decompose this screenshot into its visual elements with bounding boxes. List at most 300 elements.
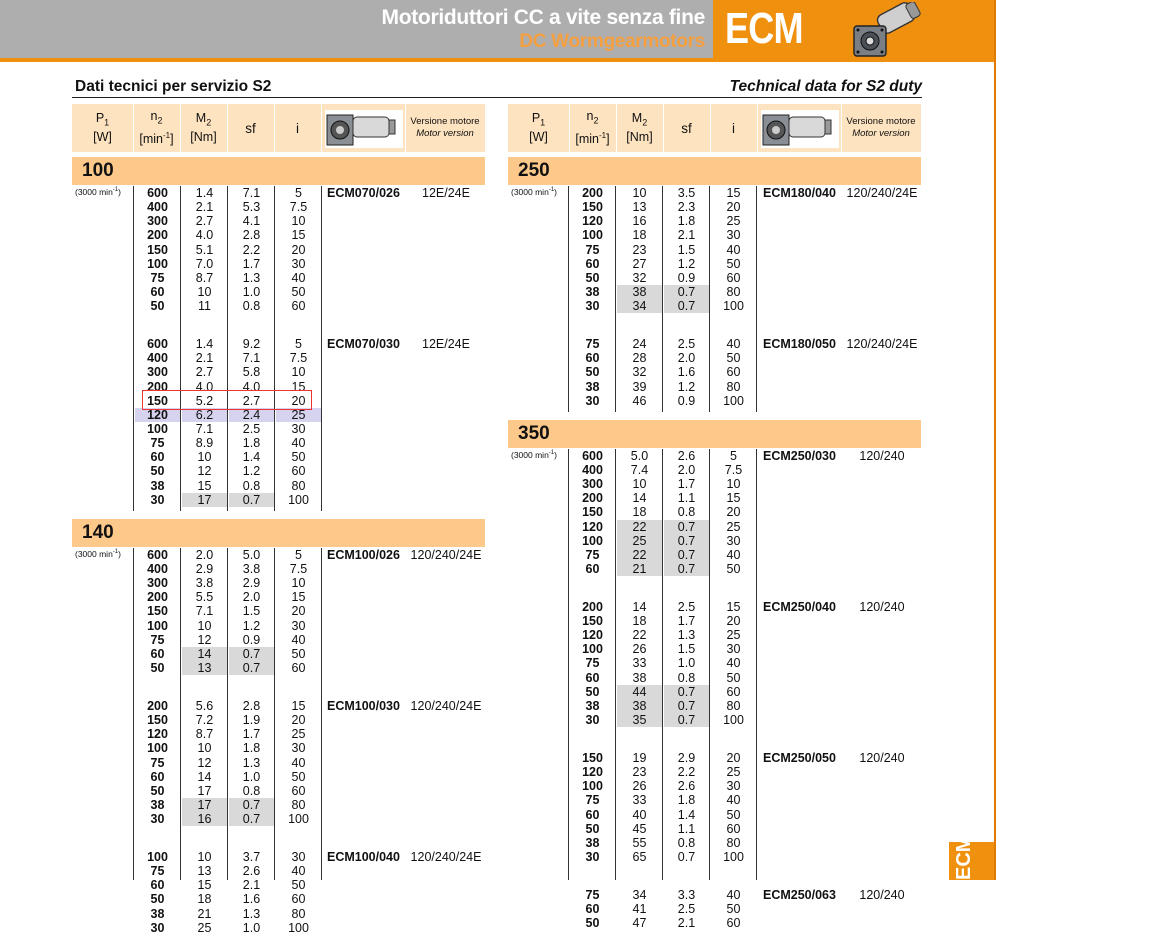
table-cell-i: 15 — [291, 590, 306, 605]
motor-version: 120/240/24E — [410, 698, 482, 713]
table-cell-m2: 17 — [197, 783, 212, 798]
table-cell-i: 5 — [295, 337, 302, 352]
header-title-english: DC Wormgearmotors — [519, 31, 705, 52]
table-cell-i: 15 — [291, 379, 306, 394]
table-cell-m2: 1.4 — [195, 186, 214, 200]
table-cell-i: 20 — [291, 242, 306, 257]
table-cell-sf: 2.9 — [242, 576, 261, 591]
table-cell-m2: 28 — [632, 351, 647, 366]
speed-label: (3000 $\min^{-1}$) — [511, 187, 557, 197]
column-header-img — [757, 104, 841, 152]
table-cell-m2: 14 — [182, 647, 227, 661]
table-cell-n2: 600 — [582, 448, 603, 463]
table-cell-i: 40 — [726, 547, 741, 562]
table-cell-sf: 1.7 — [242, 727, 261, 742]
col-m2-subscript: 2 — [642, 117, 648, 128]
column-header-i: i — [296, 120, 299, 136]
table-cell-sf: 2.2 — [677, 765, 696, 780]
table-cell-m2: 1.4 — [195, 337, 214, 352]
motor-version: 120/240 — [859, 448, 905, 463]
column-header-separator — [321, 104, 322, 152]
table-cell-n2: 38 — [585, 285, 600, 300]
column-header-separator — [841, 104, 842, 152]
table-cell-m2: 17 — [182, 798, 227, 812]
table-cell-m2: 8.9 — [195, 436, 214, 451]
table-cell-m2: 33 — [632, 793, 647, 808]
table-cell-i: 20 — [726, 505, 741, 520]
table-cell-n2: 38 — [150, 478, 165, 493]
table-cell-i: 60 — [726, 270, 741, 285]
table-cell-i: 5 — [295, 186, 302, 200]
table-cell-n2: 60 — [150, 646, 165, 661]
table-cell-n2: 50 — [585, 821, 600, 836]
table-cell-n2: 200 — [582, 491, 603, 506]
table-cell-m2: 41 — [632, 901, 647, 916]
table-cell-n2: 600 — [147, 337, 168, 352]
table-cell-i: 15 — [726, 491, 741, 506]
column-divider — [321, 186, 322, 511]
table-cell-i: 10 — [291, 365, 306, 380]
table-cell-i: 20 — [726, 614, 741, 628]
table-cell-i: 25 — [726, 628, 741, 643]
table-cell-i: 40 — [726, 793, 741, 808]
col-p1-symbol: P — [531, 110, 541, 125]
table-cell-n2: 300 — [147, 214, 168, 229]
table-cell-sf: 0.7 — [664, 285, 709, 299]
table-cell-sf: 0.7 — [664, 713, 709, 727]
table-cell-sf: 1.7 — [677, 614, 696, 628]
table-cell-i: 50 — [291, 878, 306, 893]
table-cell-n2: 38 — [150, 797, 165, 812]
table-cell-i: 40 — [291, 864, 306, 879]
table-cell-m2: 27 — [632, 256, 647, 271]
table-cell-n2: 50 — [150, 661, 165, 676]
motor-version: 12E/24E — [422, 186, 470, 200]
table-cell-n2: 100 — [147, 421, 168, 436]
table-cell-sf: 1.5 — [677, 242, 696, 257]
table-cell-i: 5 — [295, 547, 302, 562]
speed-label: (3000 $\min^{-1}$) — [75, 548, 121, 559]
table-cell-m2: 22 — [617, 520, 662, 534]
column-header-separator — [757, 104, 758, 152]
table-cell-sf: 2.7 — [242, 393, 261, 408]
table-cell-m2: 10 — [197, 741, 212, 756]
table-cell-sf: 9.2 — [242, 337, 261, 352]
table-cell-m2: 18 — [632, 228, 647, 243]
column-header-separator — [710, 104, 711, 152]
table-cell-i: 25 — [291, 727, 306, 742]
table-cell-i: 15 — [291, 698, 306, 713]
table-cell-sf: 1.5 — [242, 604, 261, 619]
table-cell-i: 40 — [726, 887, 741, 902]
table-cell-m2: 14 — [632, 599, 647, 614]
column-header-separator — [616, 104, 617, 152]
table-cell-n2: 300 — [147, 576, 168, 591]
table-cell-sf: 3.5 — [677, 186, 696, 200]
table-cell-n2: 75 — [585, 656, 600, 671]
table-cell-m2: 7.1 — [195, 604, 214, 619]
column-divider — [180, 186, 181, 511]
table-cell-i: 60 — [291, 892, 306, 907]
model-code: ECM250/030 — [763, 448, 836, 463]
table-cell-sf: 2.3 — [677, 200, 696, 215]
table-cell-sf: 0.7 — [664, 548, 709, 562]
column-divider — [615, 449, 616, 880]
column-divider — [709, 186, 710, 412]
wormgear-motor-icon — [323, 107, 403, 149]
table-cell-i: 60 — [291, 661, 306, 676]
table-cell-n2: 150 — [582, 614, 603, 628]
table-cell-m2: 12 — [197, 632, 212, 647]
motor-version: 120/240/24E — [846, 337, 918, 352]
table-cell-i: 20 — [291, 713, 306, 728]
table-cell-n2: 38 — [150, 906, 165, 921]
table-cell-n2: 100 — [582, 228, 603, 243]
table-cell-i: 100 — [288, 920, 309, 935]
table-cell-m2: 7.0 — [195, 256, 214, 271]
table-cell-n2: 200 — [147, 379, 168, 394]
table-cell-n2: 75 — [585, 887, 600, 902]
table-cell-m2: 3.8 — [195, 576, 214, 591]
table-cell-sf: 1.0 — [242, 769, 261, 784]
table-cell-m2: 13 — [197, 864, 212, 879]
table-cell-i: 60 — [726, 365, 741, 380]
table-cell-sf: 1.2 — [242, 464, 261, 479]
table-cell-n2: 300 — [582, 477, 603, 492]
table-cell-i: 60 — [726, 821, 741, 836]
table-cell-i: 30 — [726, 779, 741, 794]
col-m2-symbol: M — [195, 110, 207, 125]
table-cell-sf: 1.2 — [242, 618, 261, 633]
table-cell-i: 30 — [726, 228, 741, 243]
table-cell-sf: 2.0 — [677, 462, 696, 477]
table-cell-i: 100 — [288, 492, 309, 507]
table-cell-i: 5 — [730, 448, 737, 463]
table-cell-sf: 1.3 — [242, 755, 261, 770]
table-cell-n2: 120 — [135, 408, 180, 422]
table-cell-sf: 2.6 — [677, 448, 696, 463]
table-cell-sf: 0.7 — [664, 699, 709, 713]
table-cell-m2: 10 — [197, 618, 212, 633]
column-header-n2 — [569, 104, 616, 152]
table-cell-m2: 34 — [617, 299, 662, 313]
table-cell-i: 30 — [726, 642, 741, 657]
table-cell-sf: 1.7 — [677, 477, 696, 492]
table-cell-m2: 5.2 — [195, 393, 214, 408]
table-cell-sf: 2.1 — [677, 228, 696, 243]
table-cell-sf: 0.9 — [242, 632, 261, 647]
table-cell-sf: 0.9 — [677, 270, 696, 285]
table-cell-m2: 16 — [632, 214, 647, 229]
table-cell-sf: 1.6 — [677, 365, 696, 380]
table-cell-i: 100 — [723, 713, 744, 728]
table-cell-m2: 25 — [617, 534, 662, 548]
table-cell-i: 60 — [726, 684, 741, 699]
table-cell-sf: 1.5 — [677, 642, 696, 657]
table-cell-m2: 2.1 — [195, 200, 214, 215]
table-cell-sf: 0.7 — [664, 685, 709, 699]
table-cell-sf: 4.0 — [242, 379, 261, 394]
table-cell-i: 80 — [291, 906, 306, 921]
table-cell-n2: 75 — [585, 547, 600, 562]
table-cell-m2: 38 — [632, 670, 647, 685]
column-divider — [133, 548, 134, 880]
table-cell-sf: 2.1 — [677, 916, 696, 931]
table-cell-n2: 100 — [147, 256, 168, 271]
table-cell-i: 30 — [291, 849, 306, 864]
table-cell-sf: 1.1 — [677, 491, 696, 506]
speed-label: (3000 $\min^{-1}$) — [511, 449, 557, 460]
table-cell-i: 80 — [726, 285, 741, 300]
table-cell-n2: 75 — [150, 864, 165, 879]
table-cell-sf: 5.0 — [242, 547, 261, 562]
table-cell-m2: 33 — [632, 656, 647, 671]
table-cell-m2: 10 — [632, 477, 647, 492]
table-cell-n2: 60 — [150, 450, 165, 465]
model-code: ECM070/030 — [327, 337, 400, 352]
table-cell-m2: 7.4 — [630, 462, 649, 477]
table-cell-i: 100 — [723, 849, 744, 864]
table-cell-n2: 120 — [582, 765, 603, 780]
table-cell-sf: 0.7 — [229, 661, 274, 675]
table-cell-n2: 400 — [147, 351, 168, 366]
table-cell-i: 80 — [291, 478, 306, 493]
table-cell-m2: 14 — [632, 491, 647, 506]
col-p1-unit: [W] — [93, 130, 112, 145]
table-cell-m2: 55 — [632, 835, 647, 850]
table-cell-n2: 30 — [150, 812, 165, 827]
table-cell-sf: 5.3 — [242, 200, 261, 215]
motor-version: 120/240 — [859, 887, 905, 902]
column-header-separator — [274, 104, 275, 152]
table-cell-n2: 75 — [150, 755, 165, 770]
table-cell-sf: 1.8 — [242, 436, 261, 451]
table-cell-n2: 100 — [147, 741, 168, 756]
column-divider — [274, 186, 275, 511]
table-cell-m2: 14 — [197, 769, 212, 784]
col-n2-symbol: n — [150, 108, 158, 123]
header-title-italian: Motoriduttori CC a vite senza fine — [381, 6, 705, 29]
table-cell-m2: 8.7 — [195, 270, 214, 285]
column-header-n2 — [133, 104, 180, 152]
table-cell-n2: 75 — [150, 270, 165, 285]
table-cell-m2: 16 — [182, 812, 227, 826]
table-cell-sf: 0.8 — [677, 505, 696, 520]
table-cell-i: 40 — [726, 656, 741, 671]
table-cell-sf: 2.5 — [677, 337, 696, 352]
table-cell-n2: 50 — [585, 270, 600, 285]
table-cell-m2: 4.0 — [195, 228, 214, 243]
col-n2-unit: $[\min^{-1}]$ — [575, 131, 610, 147]
column-divider — [180, 548, 181, 880]
col-n2-subscript: 2 — [157, 115, 163, 126]
table-cell-i: 100 — [288, 812, 309, 827]
motor-version: 120/240 — [859, 750, 905, 765]
column-header-separator — [405, 104, 406, 152]
table-cell-m2: 18 — [632, 505, 647, 520]
table-cell-m2: 10 — [197, 849, 212, 864]
table-cell-n2: 600 — [147, 186, 168, 200]
table-cell-n2: 150 — [582, 505, 603, 520]
table-cell-m2: 24 — [632, 337, 647, 352]
table-cell-m2: 6.2 — [182, 408, 227, 422]
table-cell-n2: 50 — [585, 365, 600, 380]
table-cell-m2: 65 — [632, 849, 647, 864]
header-product-code: ECM — [725, 4, 803, 53]
power-band: 100 — [72, 157, 485, 185]
table-cell-n2: 75 — [585, 242, 600, 257]
col-p1-symbol: P — [95, 110, 105, 125]
model-code: ECM250/050 — [763, 750, 836, 765]
table-cell-sf: 1.4 — [677, 807, 696, 822]
table-cell-i: 80 — [726, 835, 741, 850]
table-cell-i: 40 — [291, 632, 306, 647]
col-version-english: Motor version — [416, 128, 474, 139]
table-cell-n2: 30 — [585, 393, 600, 408]
table-cell-m2: 13 — [632, 200, 647, 215]
table-cell-n2: 60 — [585, 807, 600, 822]
column-divider — [756, 186, 757, 412]
table-cell-sf: 1.8 — [677, 214, 696, 229]
table-cell-n2: 75 — [585, 337, 600, 352]
table-cell-m2: 34 — [632, 887, 647, 902]
column-header-row — [72, 104, 485, 152]
table-cell-sf: 0.8 — [242, 478, 261, 493]
table-cell-n2: 60 — [585, 562, 600, 576]
table-cell-sf: 0.8 — [242, 783, 261, 798]
col-n2-subscript: 2 — [593, 115, 599, 126]
table-cell-sf: 0.7 — [229, 493, 274, 507]
table-cell-i: 10 — [291, 214, 306, 229]
column-divider — [227, 186, 228, 511]
table-cell-m2: 11 — [198, 299, 211, 314]
table-cell-n2: 50 — [585, 916, 600, 931]
model-code: ECM100/026 — [327, 547, 400, 562]
table-cell-n2: 150 — [582, 200, 603, 215]
table-cell-n2: 600 — [147, 547, 168, 562]
table-cell-i: 15 — [726, 186, 741, 200]
table-cell-m2: 5.0 — [630, 448, 649, 463]
model-code: ECM250/063 — [763, 887, 836, 902]
table-cell-i: 60 — [291, 299, 306, 314]
table-cell-m2: 5.6 — [195, 698, 214, 713]
table-cell-n2: 200 — [147, 590, 168, 605]
table-cell-m2: 22 — [617, 548, 662, 562]
table-cell-n2: 100 — [147, 849, 168, 864]
table-cell-sf: 2.5 — [242, 421, 261, 436]
table-cell-n2: 75 — [150, 632, 165, 647]
table-cell-m2: 5.5 — [195, 590, 214, 605]
table-cell-sf: 3.3 — [677, 887, 696, 902]
table-cell-n2: 150 — [147, 242, 168, 257]
table-cell-n2: 60 — [150, 878, 165, 893]
table-cell-sf: 1.3 — [677, 628, 696, 643]
table-cell-m2: 44 — [617, 685, 662, 699]
table-cell-m2: 26 — [632, 779, 647, 794]
table-cell-i: 50 — [726, 807, 741, 822]
column-divider — [756, 449, 757, 880]
table-cell-sf: 3.8 — [242, 562, 261, 576]
col-m2-subscript: 2 — [206, 117, 212, 128]
table-cell-sf: 1.0 — [242, 920, 261, 935]
column-header-sf: sf — [681, 120, 692, 136]
table-cell-i: 60 — [726, 916, 741, 931]
table-cell-sf: 0.8 — [677, 835, 696, 850]
table-cell-i: 20 — [726, 200, 741, 215]
table-cell-sf: 7.1 — [242, 351, 261, 366]
table-cell-n2: 38 — [585, 698, 600, 713]
table-cell-n2: 50 — [150, 783, 165, 798]
col-version-italian: Versione motore — [846, 116, 916, 127]
table-cell-sf: 2.0 — [677, 351, 696, 366]
table-cell-n2: 50 — [150, 299, 165, 314]
column-header-separator — [227, 104, 228, 152]
table-cell-n2: 75 — [150, 436, 165, 451]
table-cell-sf: 1.2 — [677, 256, 696, 271]
selection-highlight-box[interactable] — [142, 390, 312, 410]
table-cell-m2: 23 — [632, 765, 647, 780]
column-header-separator — [180, 104, 181, 152]
table-cell-n2: 120 — [582, 519, 603, 534]
table-cell-m2: 32 — [632, 365, 647, 380]
table-cell-sf: 1.8 — [677, 793, 696, 808]
table-cell-n2: 60 — [150, 285, 165, 300]
table-cell-i: 40 — [291, 755, 306, 770]
table-cell-sf: 1.7 — [242, 256, 261, 271]
column-header-separator — [133, 104, 134, 152]
table-cell-m2: 18 — [632, 614, 647, 628]
table-cell-i: 50 — [291, 646, 306, 661]
table-cell-sf: 2.5 — [677, 901, 696, 916]
table-cell-sf: 2.9 — [677, 750, 696, 765]
table-cell-sf: 0.7 — [229, 812, 274, 826]
motor-version: 120/240 — [859, 599, 905, 614]
table-cell-m2: 40 — [632, 807, 647, 822]
table-cell-i: 20 — [726, 750, 741, 765]
col-p1-subscript: 1 — [540, 117, 546, 128]
table-cell-sf: 0.7 — [229, 647, 274, 661]
table-cell-n2: 400 — [582, 462, 603, 477]
section-title-italian: Dati tecnici per servizio S2 — [75, 78, 272, 95]
table-cell-i: 80 — [291, 797, 306, 812]
column-header-i: i — [732, 120, 735, 136]
column-header-separator — [569, 104, 570, 152]
table-cell-i: 30 — [291, 421, 306, 436]
col-m2-unit: [Nm] — [190, 130, 217, 145]
table-cell-sf: 1.2 — [677, 379, 696, 394]
table-cell-m2: 8.7 — [195, 727, 214, 742]
table-cell-n2: 120 — [582, 214, 603, 229]
gearmotor-photo-icon — [848, 2, 928, 62]
table-cell-n2: 30 — [150, 920, 165, 935]
table-cell-m2: 12 — [197, 464, 212, 479]
table-cell-n2: 60 — [585, 256, 600, 271]
viewer-background — [996, 0, 1152, 880]
table-cell-m2: 17 — [182, 493, 227, 507]
power-band: 350 — [508, 420, 921, 448]
table-cell-sf: 1.8 — [242, 741, 261, 756]
table-cell-m2: 2.0 — [195, 547, 214, 562]
table-cell-m2: 13 — [182, 661, 227, 675]
table-cell-sf: 0.7 — [664, 562, 709, 576]
col-m2-unit: [Nm] — [626, 130, 653, 145]
table-cell-i: 25 — [726, 519, 741, 534]
power-band: 140 — [72, 519, 485, 547]
side-tab-label: ECM — [953, 835, 975, 880]
table-cell-sf: 2.4 — [229, 408, 274, 422]
col-version-italian: Versione motore — [410, 116, 480, 127]
table-cell-i: 10 — [291, 576, 306, 591]
